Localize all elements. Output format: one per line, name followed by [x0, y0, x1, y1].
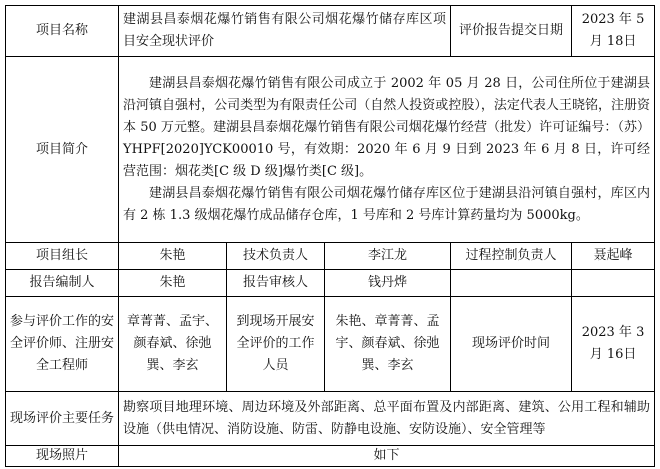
onsite-time-value: 2023 年 3 月 16日	[572, 297, 655, 392]
team-leader-value: 朱艳	[119, 243, 227, 270]
onsite-staff-label: 到现场开展安全评价的工作人员	[227, 297, 325, 392]
report-empty-cell-2	[572, 270, 655, 297]
participants-value: 章菁菁、孟宇、颜春斌、徐弛巽、李玄	[119, 297, 227, 392]
process-control-label: 过程控制负责人	[451, 243, 572, 270]
row-tasks	[6, 392, 655, 446]
onsite-staff-value: 朱艳、章菁菁、孟宇、颜春斌、徐弛巽、李玄	[325, 297, 451, 392]
project-name-value: 建湖县昌泰烟花爆竹销售有限公司烟花爆竹储存库区项目安全现状评价	[119, 6, 451, 57]
tasks-label: 现场评价主要任务	[6, 392, 119, 446]
project-intro-label: 项目简介	[6, 57, 119, 243]
evaluation-info-sheet	[5, 5, 654, 467]
process-control-value: 聂起峰	[572, 243, 655, 270]
row-team	[6, 243, 655, 270]
project-name-label: 项目名称	[6, 6, 119, 57]
report-date-label: 评价报告提交日期	[451, 6, 572, 57]
project-intro-paragraph-2: 建湖县昌泰烟花爆竹销售有限公司烟花爆竹储存库区位于建湖县沿河镇自强村，库区内有 2 栋 1.3 级烟花爆竹成品储存仓库，1 号库和 2 号库计算药量均为 5000kg。	[123, 185, 651, 223]
team-leader-label: 项目组长	[6, 243, 119, 270]
photos-label: 现场照片	[6, 446, 119, 467]
tech-lead-value: 李江龙	[325, 243, 451, 270]
photos-value: 如下	[119, 446, 655, 467]
report-reviewer-label: 报告审核人	[227, 270, 325, 297]
row-project-intro	[6, 57, 655, 243]
row-photos	[6, 446, 655, 467]
participants-label: 参与评价工作的安全评价师、注册安全工程师	[6, 297, 119, 392]
tech-lead-label: 技术负责人	[227, 243, 325, 270]
row-report	[6, 270, 655, 297]
tasks-value: 勘察项目地理环境、周边环境及外部距离、总平面布置及内部距离、建筑、公用工程和辅助设施（供电情况、消防设施、防雷、防静电设施、安防设施）、安全管理等	[119, 392, 655, 446]
row-project-name	[6, 6, 655, 57]
evaluation-info-table	[5, 5, 655, 467]
project-intro-paragraph-1: 建湖县昌泰烟花爆竹销售有限公司成立于 2002 年 05 月 28 日，公司住所位于建湖县沿河镇自强村，公司类型为有限责任公司（自然人投资或控股），法定代表人王晓铭，注册资本 50 万元整。建湖县昌泰烟花爆竹销售有限公司烟花爆竹经营（批发）许可证编号：（苏）YHPF[2020]YCK00010 号，有效期：2020 年 6 月 9 日到 2023 年 6 月 8 日，许可经营范围：烟花类[C 级 D 级]爆竹类[C 级]。	[123, 75, 651, 179]
report-date-value: 2023 年 5 月 18日	[572, 6, 655, 57]
report-author-value: 朱艳	[119, 270, 227, 297]
report-reviewer-value: 钱丹烨	[325, 270, 451, 297]
project-intro-content	[119, 57, 655, 243]
row-participants	[6, 297, 655, 392]
report-author-label: 报告编制人	[6, 270, 119, 297]
report-empty-cell-1	[451, 270, 572, 297]
onsite-time-label: 现场评价时间	[451, 297, 572, 392]
